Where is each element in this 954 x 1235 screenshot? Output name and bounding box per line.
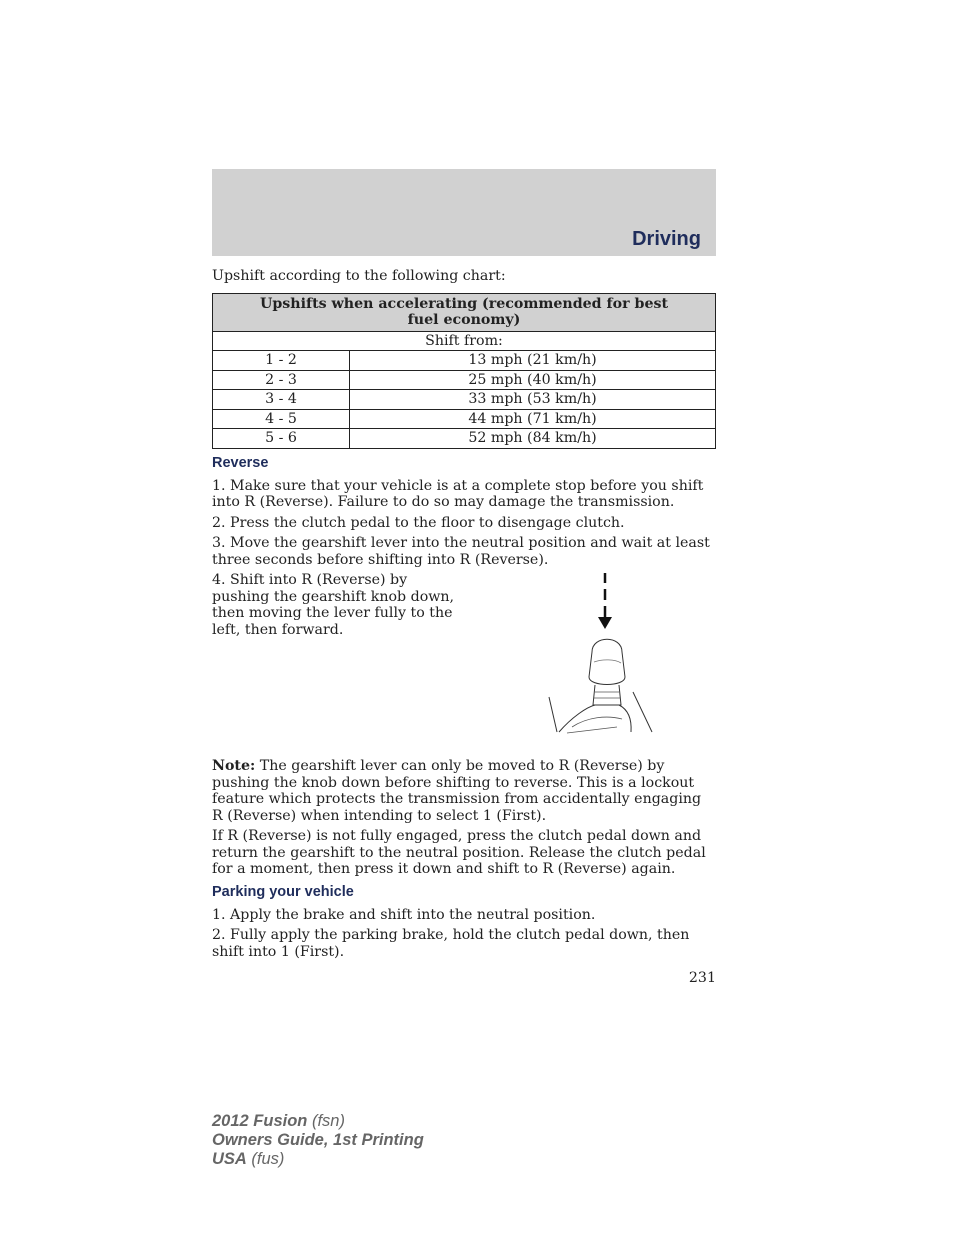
gear-cell: 5 - 6 xyxy=(213,429,350,449)
parking-heading: Parking your vehicle xyxy=(212,883,354,900)
speed-cell: 52 mph (84 km/h) xyxy=(350,429,716,449)
footer-edition: Owners Guide, 1st Printing xyxy=(212,1131,424,1149)
table-row xyxy=(213,351,716,371)
section-title: Driving xyxy=(632,228,701,250)
reverse-step-1: 1. Make sure that your vehicle is at a complete stop before you shift into R (Reverse). Failure to do so may damage the transmission. xyxy=(212,477,704,510)
reverse-extra: If R (Reverse) is not fully engaged, press the clutch pedal down and return the gearshift to the neutral position. Release the clutch pedal for a moment, then press it down and shift to R (Reverse) again. xyxy=(212,828,706,877)
reverse-note xyxy=(212,758,716,824)
note-label: Note: xyxy=(212,758,256,774)
speed-cell: 44 mph (71 km/h) xyxy=(350,409,716,429)
speed-cell: 33 mph (53 km/h) xyxy=(350,390,716,410)
footer-region: USA xyxy=(212,1150,247,1168)
gear-cell: 4 - 5 xyxy=(213,409,350,429)
parking-step-1: 1. Apply the brake and shift into the neutral position. xyxy=(212,906,596,923)
gear-cell: 1 - 2 xyxy=(213,351,350,371)
reverse-step-3: 3. Move the gearshift lever into the neutral position and wait at least three seconds before shifting into R (Reverse). xyxy=(212,535,710,568)
gearshift-knob-illustration xyxy=(547,567,667,737)
table-row xyxy=(213,370,716,390)
speed-cell: 13 mph (21 km/h) xyxy=(350,351,716,371)
footer-model-code: (fsn) xyxy=(307,1112,345,1130)
table-subheader: Shift from: xyxy=(213,331,716,351)
footer-region-code: (fus) xyxy=(246,1150,285,1168)
footer-model: 2012 Fusion xyxy=(212,1112,308,1130)
arrow-down-icon xyxy=(598,617,612,629)
speed-cell: 25 mph (40 km/h) xyxy=(350,370,716,390)
parking-step-2: 2. Fully apply the parking brake, hold the clutch pedal down, then shift into 1 (First). xyxy=(212,927,690,960)
gear-cell: 3 - 4 xyxy=(213,390,350,410)
note-text: The gearshift lever can only be moved to R (Reverse) by pushing the knob down before shifting to reverse. This is a lockout feature which protects the transmission from accidentally engaging R (Reverse) when intending to select 1 (First). xyxy=(212,758,702,824)
reverse-step-2: 2. Press the clutch pedal to the floor to disengage clutch. xyxy=(212,514,625,531)
table-row xyxy=(213,409,716,429)
footer xyxy=(212,1112,424,1169)
page-number: 231 xyxy=(688,970,716,986)
reverse-heading: Reverse xyxy=(212,454,269,471)
page-content xyxy=(212,268,716,987)
intro-text: Upshift according to the following chart: xyxy=(212,268,506,284)
upshift-table xyxy=(212,293,716,449)
table-title: Upshifts when accelerating (recommended for best fuel economy) xyxy=(213,293,716,331)
gear-cell: 2 - 3 xyxy=(213,370,350,390)
table-row xyxy=(213,429,716,449)
reverse-step-4-block xyxy=(212,572,716,752)
section-header-band xyxy=(212,169,716,256)
reverse-step-4: 4. Shift into R (Reverse) by pushing the gearshift knob down, then moving the lever fully to the left, then forward. xyxy=(212,572,455,638)
table-row xyxy=(213,390,716,410)
